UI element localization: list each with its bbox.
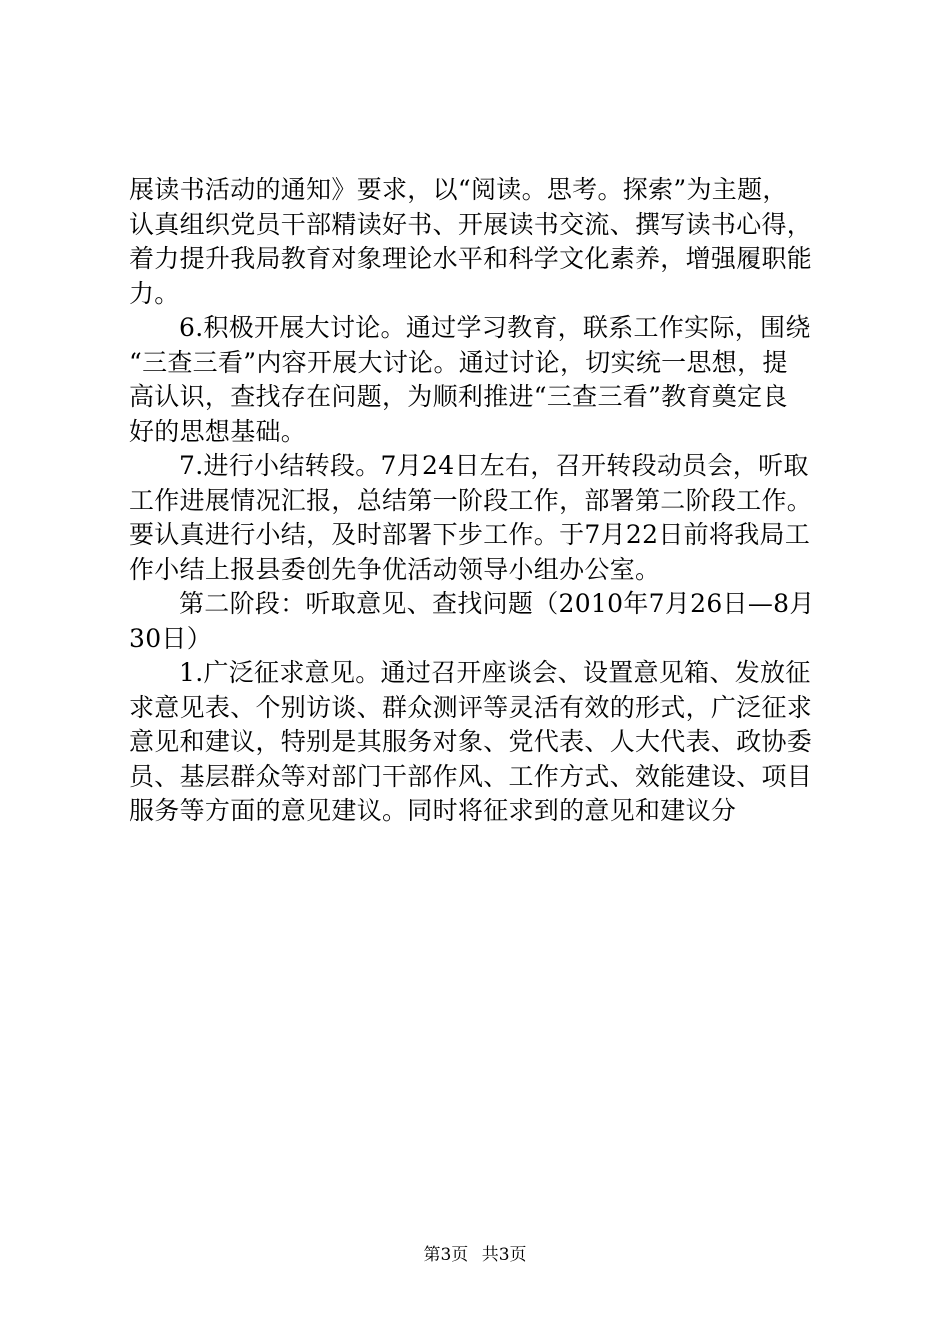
text-line: 意见和建议，特别是其服务对象、党代表、人大代表、政协委 xyxy=(129,727,813,756)
text-line: 6.积极开展大讨论。通过学习教育，联系工作实际，围绕 xyxy=(179,313,811,342)
document-body xyxy=(129,173,833,829)
text-line: 要认真进行小结，及时部署下步工作。于7月22日前将我局工 xyxy=(129,520,811,549)
text-line: 认真组织党员干部精读好书、开展读书交流、撰写读书心得， xyxy=(129,209,813,239)
text-line: 展读书活动的通知》要求，以“阅读。思考。探索”为主题， xyxy=(129,175,788,204)
text-line: 第二阶段：听取意见、查找问题（2010年7月26日—8月 xyxy=(179,589,815,618)
text-line: 高认识，查找存在问题，为顺利推进“三查三看”教育奠定良 xyxy=(129,382,788,411)
text-line: 力。 xyxy=(129,278,180,308)
text-line: 工作进展情况汇报，总结第一阶段工作，部署第二阶段工作。 xyxy=(129,485,813,515)
text-line: 服务等方面的意见建议。同时将征求到的意见和建议分 xyxy=(129,796,737,825)
text-line: 着力提升我局教育对象理论水平和科学文化素养，增强履职能 xyxy=(129,244,813,273)
text-line: 员、基层群众等对部门干部作风、工作方式、效能建设、项目 xyxy=(129,761,813,791)
text-line: 好的思想基础。 xyxy=(129,416,307,446)
page-footer xyxy=(0,1243,950,1267)
text-line: 1.广泛征求意见。通过召开座谈会、设置意见箱、发放征 xyxy=(179,658,811,687)
text-line: “三查三看”内容开展大讨论。通过讨论，切实统一思想，提 xyxy=(129,347,788,377)
page-total: 共3页 xyxy=(481,1245,527,1265)
text-line: 作小结上报县委创先争优活动领导小组办公室。 xyxy=(129,554,661,584)
page-number: 第3页 xyxy=(423,1245,469,1265)
text-line: 7.进行小结转段。7月24日左右，召开转段动员会，听取 xyxy=(179,451,809,480)
text-line: 求意见表、个别访谈、群众测评等灵活有效的形式，广泛征求 xyxy=(129,692,813,722)
text-line: 30日） xyxy=(129,623,213,653)
